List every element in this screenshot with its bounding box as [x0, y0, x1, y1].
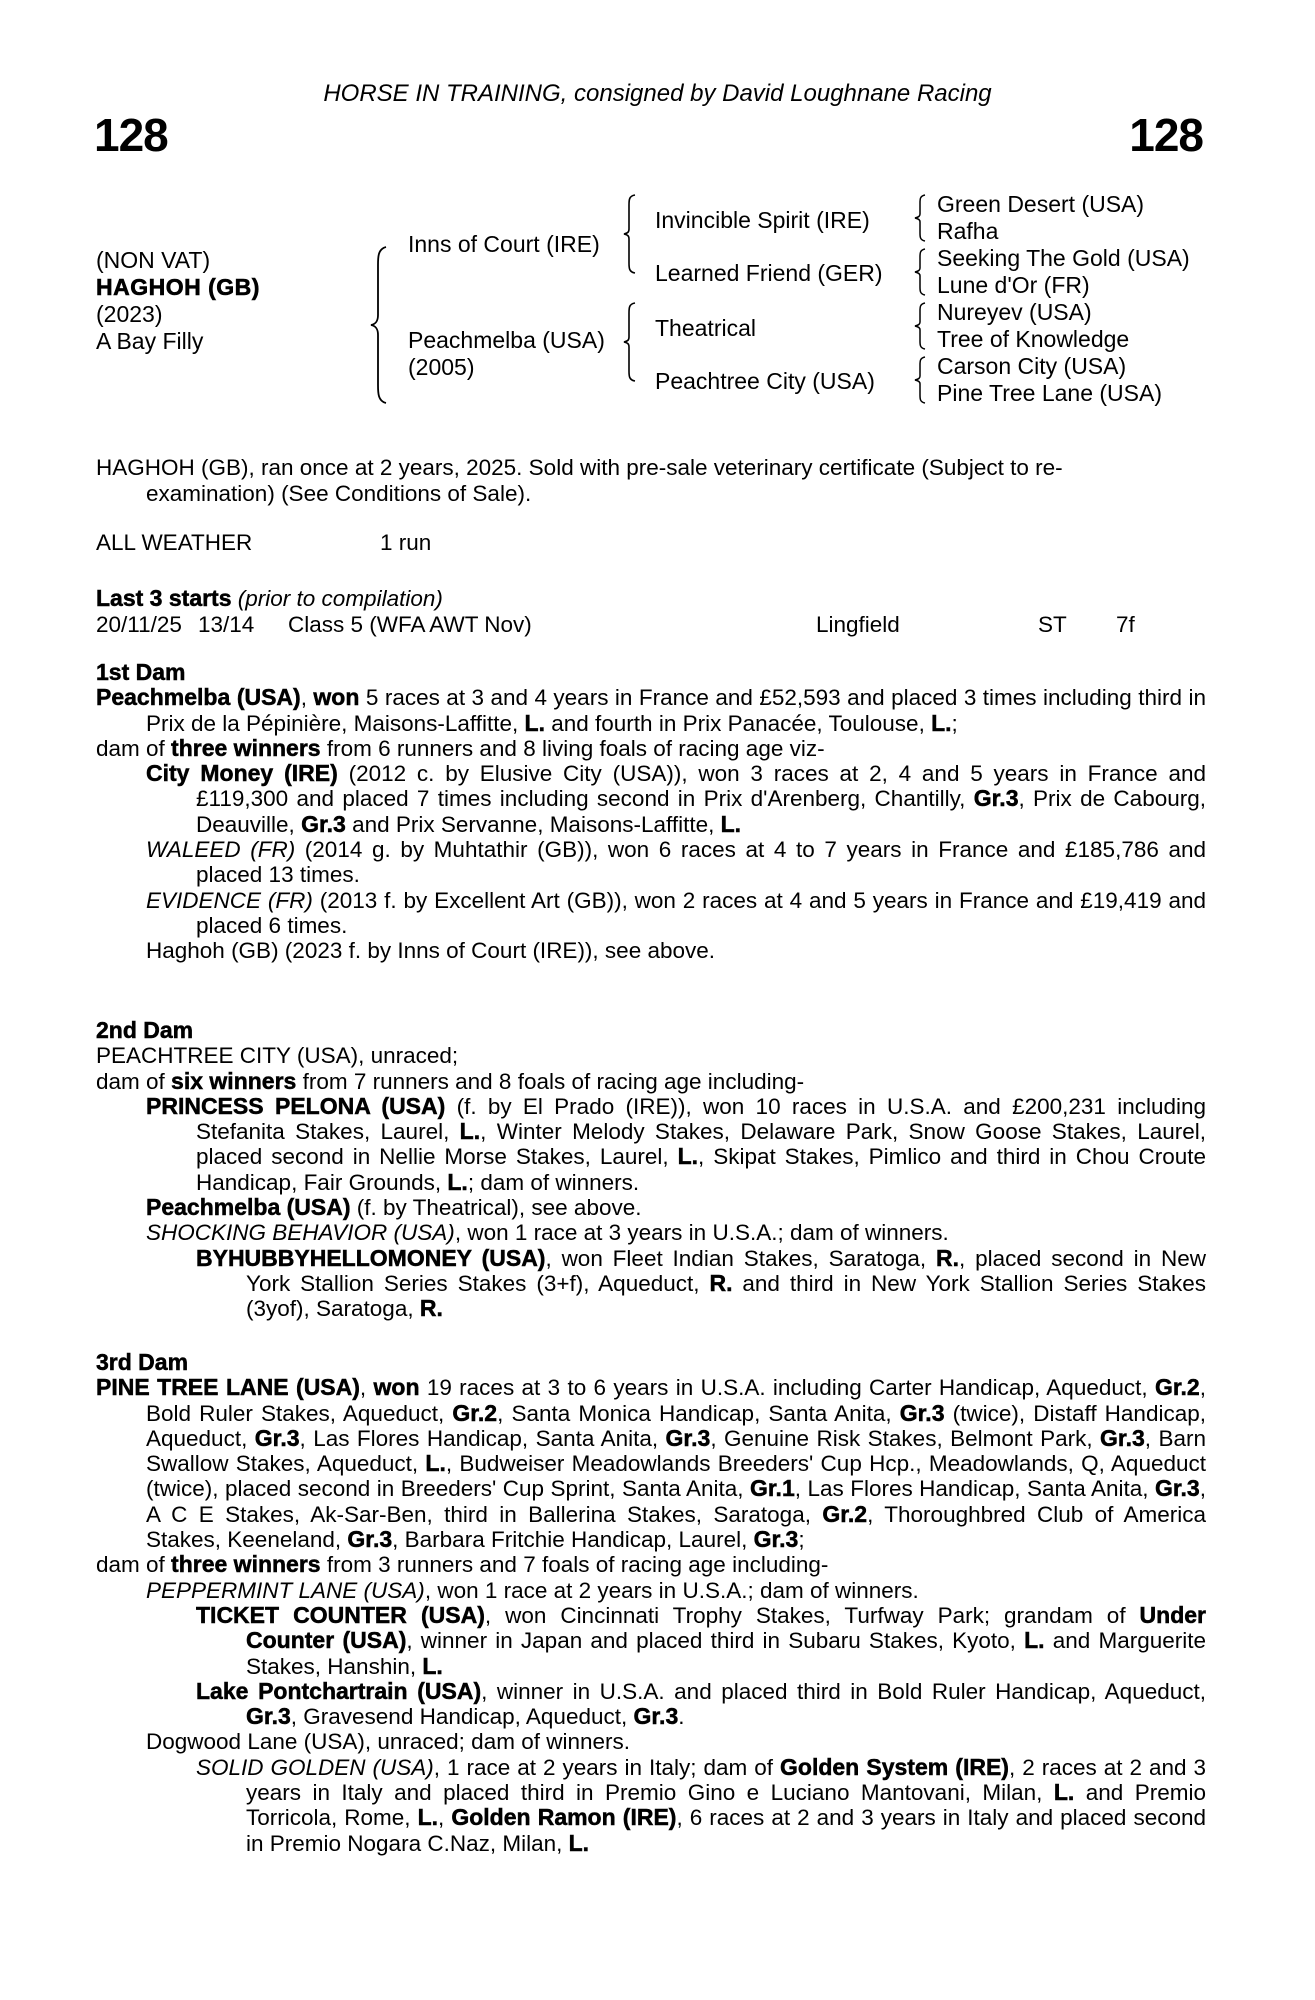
listed-badge: L.: [425, 1450, 446, 1477]
lot-number-right: 128: [1129, 109, 1203, 161]
progeny-princess-pelona: [146, 1094, 1206, 1195]
text: dam of: [96, 1068, 172, 1094]
listed-badge: L.: [931, 709, 952, 736]
text: (f. by El Prado (IRE)), won 10 races in U.S.A. and £200,231 including Stefanita Stakes, Laurel,: [196, 1093, 1207, 1145]
surface-label: ALL WEATHER: [96, 530, 253, 555]
progeny-name: Golden System (IRE): [780, 1753, 1009, 1780]
start-distance: 7f: [1116, 612, 1135, 637]
progeny-city-money: [146, 761, 1206, 837]
dam-dam: Peachtree City (USA): [655, 368, 875, 394]
pedigree-brace-ggp-3: [912, 301, 928, 351]
text: and third in New York Stallion Series Stakes (3yof), Saratoga,: [246, 1270, 1206, 1322]
ggp-green-desert: Green Desert (USA): [937, 191, 1145, 217]
winners-count: six winners: [171, 1067, 297, 1094]
text: , Budweiser Meadowlands Breeders' Cup Hcp., Meadowlands, Q, Aqueduct (twice), placed second in Breeders' Cup Sprint, Santa Anita,: [146, 1451, 1206, 1502]
text: Dogwood Lane (USA), unraced; dam of winners.: [146, 1729, 631, 1755]
grade-badge: Gr.3: [973, 785, 1019, 812]
text: , Prix de Cabourg, Deauville,: [196, 786, 1206, 837]
last-starts-title: Last 3 starts: [96, 585, 232, 611]
grade-badge: Gr.3: [246, 1703, 291, 1730]
text: ; dam of winners.: [467, 1169, 640, 1195]
start-date: 20/11/25: [96, 612, 182, 637]
text: , 6 races at 2 and 3 years in Italy and placed second in Premio Nogara C.Naz, Milan,: [246, 1805, 1207, 1856]
text: , Genuine Risk Stakes, Belmont Park,: [710, 1425, 1101, 1451]
pedigree-brace-ggp-4: [912, 355, 928, 405]
winners-count: three winners: [171, 734, 321, 761]
last-starts-subtitle: (prior to compilation): [237, 586, 443, 611]
pedigree-brace-dam: [622, 301, 638, 383]
pedigree-brace-ggp-2: [912, 247, 928, 297]
progeny-byhubbyhellomoney: [196, 1246, 1206, 1322]
last-start-row: [96, 612, 1206, 638]
ggp-seeking-the-gold: Seeking The Gold (USA): [937, 245, 1190, 271]
text: ;: [798, 1527, 805, 1553]
listed-badge: L.: [1053, 1779, 1075, 1806]
second-dam-section: [96, 1018, 1206, 1322]
text: and Premio Torricola, Rome,: [246, 1780, 1207, 1831]
text: , Las Flores Handicap, Santa Anita,: [299, 1425, 666, 1451]
vat-status: (NON VAT): [96, 247, 211, 273]
text: Haghoh (GB) (2023 f. by Inns of Court (IRE)), see above.: [146, 938, 716, 964]
pedigree-brace-ggp-1: [912, 193, 928, 243]
progeny-name: BYHUBBYHELLOMONEY (USA): [196, 1244, 546, 1271]
listed-badge: L.: [422, 1652, 443, 1679]
text: and Marguerite Stakes, Hanshin,: [246, 1628, 1206, 1679]
progeny-name: WALEED (FR): [146, 837, 296, 863]
second-dam-produce-summary: [96, 1069, 1206, 1094]
progeny-name: Golden Ramon (IRE): [451, 1804, 677, 1831]
grade-badge: Gr.3: [254, 1424, 300, 1451]
grade-badge: Gr.2: [1154, 1374, 1200, 1401]
lot-number-left: 128: [94, 109, 168, 161]
grade-badge: Gr.3: [753, 1526, 799, 1553]
text: (twice), Distaff Handicap, Aqueduct,: [146, 1400, 1206, 1451]
ggp-lune-dor: Lune d'Or (FR): [937, 272, 1090, 298]
last-starts-section: [96, 585, 1206, 638]
text: , Barn Swallow Stakes, Aqueduct,: [146, 1425, 1207, 1477]
text: , Barbara Fritchie Handicap, Laurel,: [392, 1527, 754, 1553]
ggp-rafha: Rafha: [937, 218, 999, 244]
text: dam of: [96, 1552, 172, 1578]
restricted-badge: R.: [419, 1295, 443, 1322]
text: , winner in U.S.A. and placed third in Bold Ruler Handicap, Aqueduct,: [481, 1678, 1206, 1704]
progeny-name: Lake Pontchartrain (USA): [196, 1677, 482, 1704]
text: , Skipat Stakes, Pimlico and third in Chou Croute Handicap, Fair Grounds,: [196, 1144, 1206, 1195]
text: ,: [438, 1805, 452, 1831]
restricted-badge: R.: [709, 1269, 733, 1296]
grade-badge: Gr.3: [1100, 1424, 1145, 1451]
text: from 6 runners and 8 living foals of racing age viz-: [320, 735, 825, 761]
third-dam-heading: 3rd Dam: [96, 1349, 189, 1375]
text: , 1 race at 2 years in Italy; dam of: [433, 1754, 781, 1780]
listed-badge: L.: [677, 1143, 699, 1170]
text: from 7 runners and 8 foals of racing age including-: [296, 1068, 805, 1094]
sire-sire: Invincible Spirit (IRE): [655, 207, 870, 233]
text: (f. by Theatrical), see above.: [350, 1195, 642, 1221]
text: , won 1 race at 3 years in U.S.A.; dam of winners.: [454, 1220, 949, 1246]
text: from 3 runners and 7 foals of racing age including-: [320, 1552, 829, 1578]
progeny-name: SHOCKING BEHAVIOR (USA): [146, 1220, 455, 1246]
listed-badge: L.: [459, 1118, 481, 1145]
first-dam-text: ;: [951, 710, 958, 736]
progeny-name: PRINCESS PELONA (USA): [146, 1092, 446, 1119]
text: , Thoroughbred Club of America Stakes, Keeneland,: [146, 1501, 1207, 1553]
grade-badge: Gr.3: [633, 1703, 679, 1730]
progeny-shocking-behavior: [146, 1220, 1206, 1245]
progeny-dogwood-lane: [146, 1729, 1206, 1754]
text: , Santa Monica Handicap, Santa Anita,: [497, 1400, 900, 1426]
ggp-list: [937, 191, 1190, 407]
text: and Prix Servanne, Maisons-Laffitte,: [345, 811, 721, 837]
pedigree-brace-main: [368, 245, 390, 405]
progeny-name: Peachmelba (USA): [146, 1194, 351, 1221]
listed-badge: L.: [447, 1168, 468, 1195]
text: dam of: [96, 735, 172, 761]
grade-badge: Gr.3: [1154, 1475, 1200, 1502]
grade-badge: Gr.3: [665, 1424, 711, 1451]
text: , won Fleet Indian Stakes, Saratoga,: [545, 1245, 936, 1271]
surface-record: [96, 530, 1206, 556]
dam: [408, 327, 605, 381]
summary-line-2: examination) (See Conditions of Sale).: [146, 480, 532, 506]
text: (2012 c. by Elusive City (USA)), won 3 races at 2, 4 and 5 years in France and £119,300 and placed 7 times including second in Prix d'Arenberg, Chantilly,: [196, 761, 1206, 812]
ggp-pine-tree-lane: Pine Tree Lane (USA): [937, 380, 1163, 406]
pedigree-brace-sire: [622, 193, 638, 275]
text: , winner in Japan and placed third in Subaru Stakes, Kyoto,: [406, 1628, 1025, 1654]
progeny-ticket-counter: [196, 1603, 1206, 1679]
race-summary: [96, 455, 1206, 506]
progeny-name: City Money (IRE): [146, 760, 338, 787]
progeny-evidence: [146, 888, 1206, 939]
grade-badge: Gr.3: [301, 810, 346, 837]
horse-identity: [96, 247, 260, 355]
horse-name: HAGHOH (GB): [96, 274, 260, 300]
progeny-peachmelba: [146, 1195, 1206, 1220]
surface-runs: 1 run: [380, 530, 432, 555]
dam-year: (2005): [408, 354, 475, 380]
summary-line-1: HAGHOH (GB), ran once at 2 years, 2025. Sold with pre-sale veterinary certificate (Subject to re-: [96, 455, 1063, 480]
first-dam-record: Peachmelba (USA), won 5 races at 3 and 4 years in France and £52,593 and placed 3 times including third in Prix de la Pépinière, Maisons-Laffitte, L. and fourth in Prix Panacée, Toulouse, L.;: [96, 684, 1206, 736]
text: , Gravesend Handicap, Aqueduct,: [290, 1704, 634, 1730]
first-dam-text: and fourth in Prix Panacée, Toulouse,: [544, 710, 932, 736]
second-dam-heading: 2nd Dam: [96, 1017, 194, 1043]
start-position: 13/14: [198, 612, 255, 637]
text: (2014 g. by Muhtathir (GB)), won 6 races at 4 to 7 years in France and £185,786 and placed 13 times.: [196, 837, 1206, 888]
first-dam-produce-summary: [96, 736, 1206, 761]
ggp-tree-of-knowledge: Tree of Knowledge: [937, 326, 1130, 352]
start-race: Class 5 (WFA AWT Nov): [288, 612, 532, 637]
text: (2013 f. by Excellent Art (GB)), won 2 races at 4 and 5 years in France and £19,419 and placed 6 times.: [196, 887, 1206, 938]
sire: Inns of Court (IRE): [408, 231, 600, 257]
text: , won 1 race at 2 years in U.S.A.; dam of winners.: [424, 1577, 919, 1603]
progeny-haghoh: [146, 938, 1206, 963]
listed-badge: L.: [524, 709, 545, 736]
listed-badge: L.: [568, 1829, 590, 1856]
text: , A C E Stakes, Ak-Sar-Ben, third in Ballerina Stakes, Saratoga,: [146, 1476, 1206, 1527]
start-course: Lingfield: [816, 612, 900, 637]
first-dam-won: won: [313, 684, 360, 711]
grade-badge: Gr.2: [452, 1399, 498, 1426]
listed-badge: L.: [1024, 1627, 1045, 1654]
pedigree-table: [0, 185, 1315, 415]
first-dam-name: Peachmelba (USA): [96, 684, 301, 711]
dam-sire: Theatrical: [655, 315, 756, 341]
progeny-lake-pontchartrain: [196, 1679, 1206, 1730]
progeny-waleed: [146, 837, 1206, 888]
text: , Las Flores Handicap, Santa Anita,: [794, 1476, 1155, 1502]
text: , placed second in New York Stallion Series Stakes (3+f), Aqueduct,: [246, 1245, 1207, 1296]
restricted-badge: R.: [936, 1244, 959, 1271]
third-dam-section: [96, 1350, 1206, 1856]
text: , Bold Ruler Stakes, Aqueduct,: [146, 1375, 1206, 1426]
progeny-name: SOLID GOLDEN (USA): [196, 1754, 434, 1780]
sire-dam: Learned Friend (GER): [655, 260, 883, 286]
progeny-name: EVIDENCE (FR): [146, 887, 313, 913]
catalogue-header: HORSE IN TRAINING, consigned by David Loughnane Racing: [323, 80, 992, 107]
third-dam-produce-summary: [96, 1552, 1206, 1577]
progeny-name: TICKET COUNTER (USA): [196, 1601, 485, 1628]
text: , Winter Melody Stakes, Delaware Park, Snow Goose Stakes, Laurel, placed second in Nellie Morse Stakes, Laurel,: [196, 1119, 1206, 1170]
horse-description: A Bay Filly: [96, 328, 204, 354]
grade-badge: Gr.2: [822, 1500, 868, 1527]
text: , won Cincinnati Trophy Stakes, Turfway Park; grandam of: [484, 1602, 1140, 1628]
third-dam-won: won: [373, 1374, 420, 1401]
ggp-nureyev: Nureyev (USA): [937, 299, 1092, 325]
text: .: [678, 1704, 685, 1730]
start-going: ST: [1038, 612, 1067, 637]
dam-name: Peachmelba (USA): [408, 327, 605, 353]
progeny-solid-golden: [196, 1755, 1206, 1856]
first-dam-text: 5 races at 3 and 4 years in France and £52,593 and placed 3 times including third in Prix de la Pépinière, Maisons-Laffitte,: [146, 685, 1206, 736]
ggp-carson-city: Carson City (USA): [937, 353, 1127, 379]
text: 19 races at 3 to 6 years in U.S.A. including Carter Handicap, Aqueduct,: [419, 1375, 1155, 1401]
horse-year: (2023): [96, 301, 163, 327]
first-dam-section: [96, 660, 1206, 964]
progeny-peppermint-lane: [146, 1578, 1206, 1603]
third-dam-name: PINE TREE LANE (USA): [96, 1374, 360, 1401]
third-dam-record: PINE TREE LANE (USA), won 19 races at 3 to 6 years in U.S.A. including Carter Handicap, Aqueduct, Gr.2, Bold Ruler Stakes, Aqueduct, Gr.2, Santa Monica Handicap, Santa Anita, Gr.3 (twice), Distaff Handicap, Aqueduct, Gr.3, Las Flores Handicap, Santa Anita, Gr.3, Genuine Risk Stakes, Belmont Park, Gr.3, Barn Swallow Stakes, Aqueduct, L., Budweiser Meadowlands Breeders' Cup Hcp., Meadowlands, Q, Aqueduct (twice), placed second in Breeders' Cup Sprint, Santa Anita, Gr.1, Las Flores Handicap, Santa Anita, Gr.3, A C E Stakes, Ak-Sar-Ben, third in Ballerina Stakes, Saratoga, Gr.2, Thoroughbred Club of America Stakes, Keeneland, Gr.3, Barbara Fritchie Handicap, Laurel, Gr.3;: [96, 1374, 1207, 1553]
listed-badge: L.: [417, 1804, 439, 1831]
second-dam-record: PEACHTREE CITY (USA), unraced;: [96, 1043, 459, 1069]
listed-badge: L.: [720, 810, 742, 837]
progeny-name: Under Counter (USA): [246, 1601, 1206, 1654]
first-dam-heading: 1st Dam: [96, 659, 186, 685]
winners-count: three winners: [171, 1551, 321, 1578]
grade-badge: Gr.3: [347, 1526, 393, 1553]
grade-badge: Gr.1: [749, 1475, 795, 1502]
grade-badge: Gr.3: [899, 1399, 945, 1426]
progeny-name: PEPPERMINT LANE (USA): [146, 1577, 425, 1603]
text: , 2 races at 2 and 3 years in Italy and placed third in Premio Gino e Luciano Mantovani, Milan,: [246, 1754, 1206, 1806]
